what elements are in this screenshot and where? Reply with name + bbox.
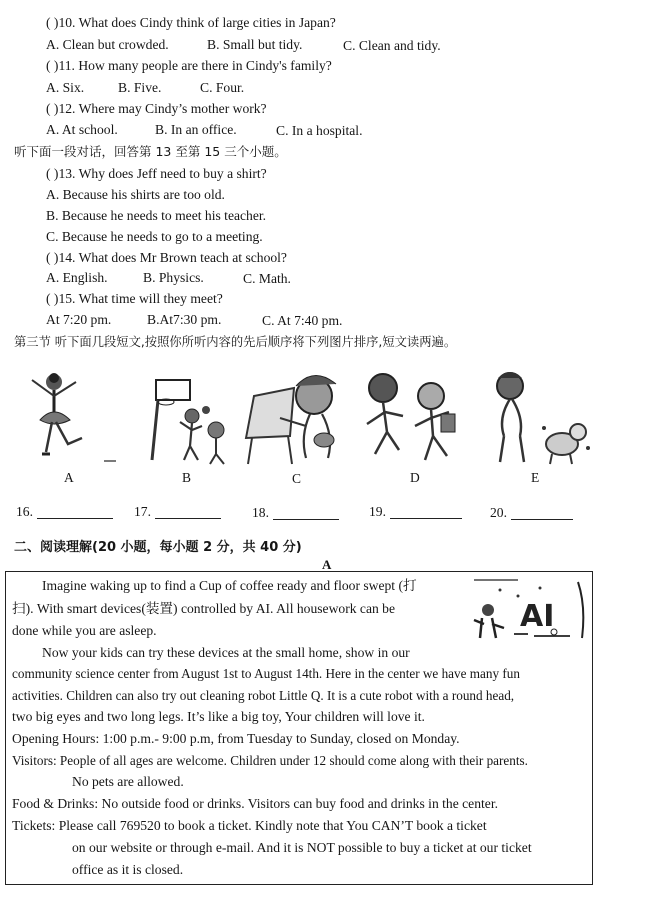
answer-line [37,504,113,519]
answer-blank-20[interactable] [490,505,573,521]
passage-label: A [322,557,332,572]
blank-number: 20. [490,505,507,520]
picture-c-painter [240,366,350,466]
picture-separator-dash [104,458,116,464]
passage-line-1: Imagine waking up to find a Cup of coffee ready and floor swept (打 [42,578,417,593]
q12-option-a: A. At school. [46,122,118,137]
q11-option-b: B. Five. [118,80,162,95]
q11-option-a: A. Six. [46,80,85,95]
q14-option-c: C. Math. [243,271,291,286]
q10-option-b: B. Small but tidy. [207,37,303,52]
blank-number: 18. [252,505,269,520]
picture-d-kids-running [355,366,475,468]
question-13: ( )13. Why does Jeff need to buy a shirt? [46,166,267,181]
answer-line [511,505,573,520]
question-12: ( )12. Where may Cindy’s mother work? [46,101,267,116]
picture-label-b: B [182,470,192,485]
visitors-info: Visitors: People of all ages are welcome. Children under 12 should come along with their parents. [12,753,528,768]
section3-instruction: 第三节 听下面几段短文,按照你所听内容的先后顺序将下列图片排序,短文读两遍。 [14,335,457,349]
reading-section-heading: 二、阅读理解(20 小题，每小题 2 分，共 40 分) [14,540,302,555]
answer-line [273,505,339,520]
passage-line-2: 扫). With smart devices(装置) controlled by AI. All housework can be [12,601,396,616]
picture-label-d: D [410,470,420,485]
q13-option-b: B. Because he needs to meet his teacher. [46,208,267,223]
blank-number: 17. [134,504,151,519]
q13-option-a: A. Because his shirts are too old. [46,187,225,202]
answer-blank-17[interactable] [134,504,221,520]
opening-hours: Opening Hours: 1:00 p.m.- 9:00 p.m, from Tuesday to Sunday, closed on Monday. [12,731,460,746]
picture-label-a: A [64,470,74,485]
passage-line-5: community science center from August 1st to August 14th. Here in the center we have many fun [12,666,520,681]
passage-line-7: two big eyes and two long legs. It’s like a big toy, Your children will love it. [12,709,425,724]
q10-option-a: A. Clean but crowded. [46,37,169,52]
tickets-info-line-2: on our website or through e-mail. And it is NOT possible to buy a ticket at our ticket [72,840,532,855]
answer-blank-18[interactable] [252,505,339,521]
pets-info: No pets are allowed. [72,774,184,789]
question-15: ( )15. What time will they meet? [46,291,223,306]
q11-option-c: C. Four. [200,80,245,95]
picture-a-ballet-dancer [24,368,96,466]
answer-blank-19[interactable] [369,504,462,520]
food-drinks-info: Food & Drinks: No outside food or drinks. Visitors can buy food and drinks in the center. [12,796,498,811]
answer-blank-16[interactable] [16,504,113,520]
tickets-info-line-3: office as it is closed. [72,862,184,877]
passage-line-6: activities. Children can also try out cleaning robot Little Q. It is a cute robot with a round head, [12,688,515,703]
picture-b-basketball [128,372,238,468]
tickets-info: Tickets: Please call 769520 to book a ticket. Kindly note that You CAN’T book a ticket [12,818,487,833]
q14-option-b: B. Physics. [143,270,204,285]
q14-option-a: A. English. [46,270,108,285]
q10-option-c: C. Clean and tidy. [343,38,441,53]
picture-label-e: E [531,470,540,485]
question-10: ( )10. What does Cindy think of large cities in Japan? [46,15,336,30]
q15-option-b: B.At7:30 pm. [147,312,222,327]
picture-label-c: C [292,471,302,486]
answer-line [390,504,462,519]
blank-number: 16. [16,504,33,519]
question-11: ( )11. How many people are there in Cindy's family? [46,58,332,73]
ai-logo-text: AI [520,599,555,634]
q12-option-c: C. In a hospital. [276,123,363,138]
q15-option-a: At 7:20 pm. [46,312,112,327]
q13-option-c: C. Because he needs to go to a meeting. [46,229,263,244]
passage-line-4: Now your kids can try these devices at the small home, show in our [42,645,410,660]
q12-option-b: B. In an office. [155,122,237,137]
answer-line [155,504,221,519]
ai-robot-logo [470,576,588,642]
question-14: ( )14. What does Mr Brown teach at school? [46,250,287,265]
blank-number: 19. [369,504,386,519]
passage-line-3: done while you are asleep. [12,623,157,638]
q15-option-c: C. At 7:40 pm. [262,313,343,328]
picture-e-boy-with-dog [482,366,604,470]
instruction-13-15: 听下面一段对话，回答第 13 至第 15 三个小题。 [14,144,287,159]
